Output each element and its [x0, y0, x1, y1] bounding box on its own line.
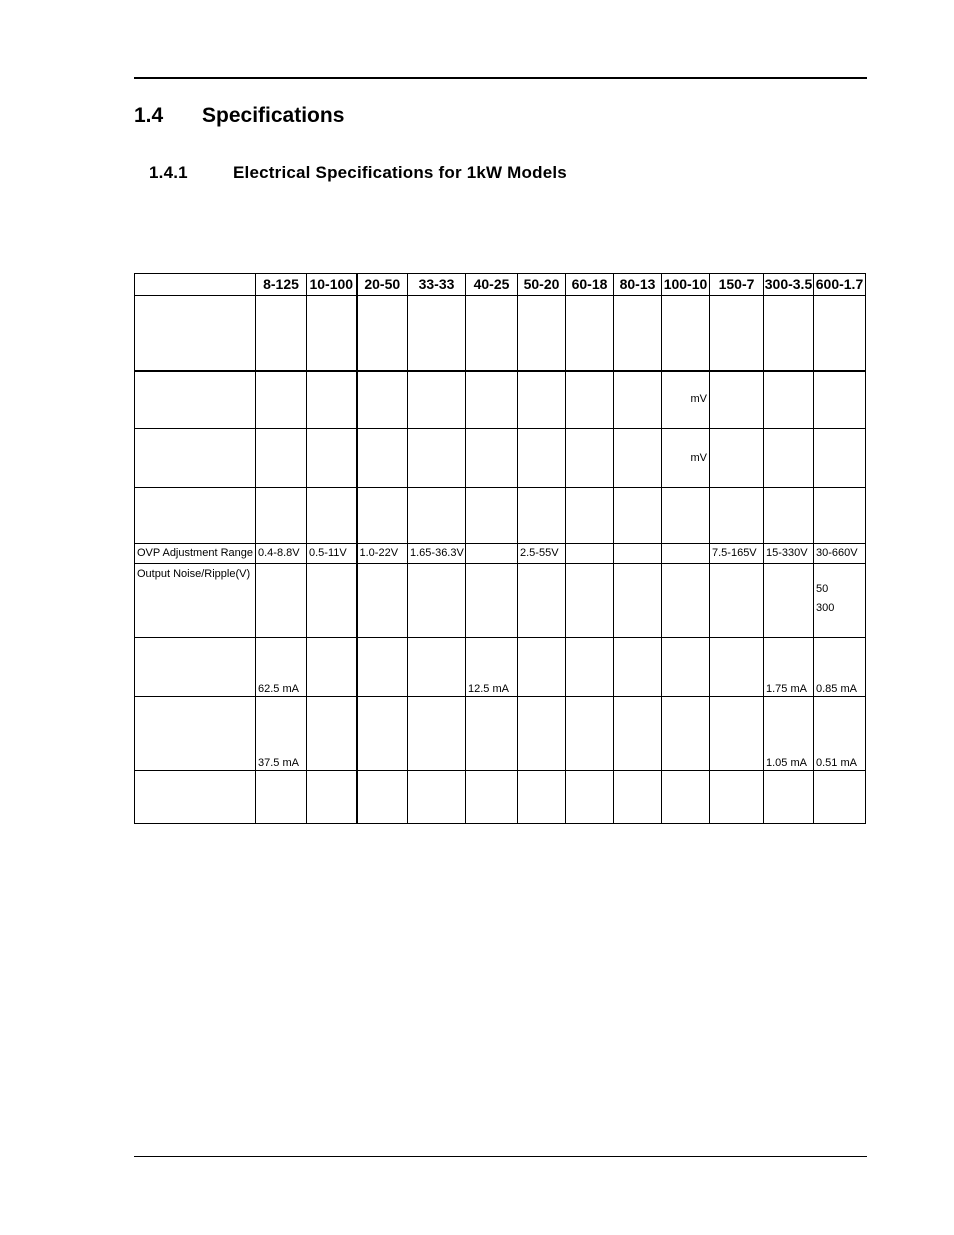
value-cell: 0.85 mA	[814, 638, 866, 697]
section-title: Specifications	[202, 104, 345, 127]
table-row-ovp	[135, 544, 866, 564]
specifications-table	[134, 273, 866, 824]
header-model-cell: 80-13	[614, 274, 662, 296]
subsection-title: Electrical Specifications for 1kW Models	[233, 163, 567, 182]
table-row	[135, 429, 866, 488]
value-cell: 1.75 mA	[764, 638, 814, 697]
value-cell: 15-330V	[764, 544, 814, 564]
header-blank-cell	[135, 274, 256, 296]
header-model-cell: 300-3.5	[764, 274, 814, 296]
section-number: 1.4	[134, 104, 164, 127]
unit-cell: mV	[662, 371, 710, 429]
section-heading	[134, 104, 344, 128]
table-row	[135, 771, 866, 824]
header-model-cell: 60-18	[566, 274, 614, 296]
value-cell: 37.5 mA	[256, 697, 307, 771]
header-model-cell: 10-100	[307, 274, 357, 296]
row-label-cell	[135, 371, 256, 429]
row-label-cell	[135, 488, 256, 544]
header-rule	[134, 77, 867, 79]
row-label-cell	[135, 429, 256, 488]
header-model-cell: 33-33	[408, 274, 466, 296]
table-row	[135, 697, 866, 771]
table-row-noise	[135, 564, 866, 638]
table-row	[135, 488, 866, 544]
header-model-cell: 50-20	[518, 274, 566, 296]
table-row	[135, 371, 866, 429]
row-label-cell	[135, 638, 256, 697]
subsection-heading	[149, 163, 567, 183]
value-cell: 2.5-55V	[518, 544, 566, 564]
table-row	[135, 296, 866, 371]
header-model-cell: 20-50	[357, 274, 408, 296]
noise-value-2: 300	[816, 602, 835, 614]
unit-cell: mV	[662, 429, 710, 488]
value-cell	[662, 544, 710, 564]
value-cell	[466, 544, 518, 564]
noise-value-1: 50	[816, 583, 829, 595]
row-label-cell	[135, 697, 256, 771]
value-cell: 0.4-8.8V	[256, 544, 307, 564]
value-cell: 0.5-11V	[307, 544, 357, 564]
subsection-number: 1.4.1	[149, 163, 188, 182]
table-header-row	[135, 274, 866, 296]
row-label-cell	[135, 296, 256, 371]
value-cell: 30-660V	[814, 544, 866, 564]
header-model-cell: 40-25	[466, 274, 518, 296]
value-cell	[566, 544, 614, 564]
value-cell: 0.51 mA	[814, 697, 866, 771]
value-cell	[814, 564, 866, 638]
row-label-cell: Output Noise/Ripple(V)	[135, 564, 256, 638]
value-cell: 1.0-22V	[357, 544, 408, 564]
row-label-cell: OVP Adjustment Range	[135, 544, 256, 564]
value-cell: 1.65-36.3V	[408, 544, 466, 564]
header-model-cell: 8-125	[256, 274, 307, 296]
value-cell: 1.05 mA	[764, 697, 814, 771]
table-row	[135, 638, 866, 697]
header-model-cell: 150-7	[710, 274, 764, 296]
value-cell: 62.5 mA	[256, 638, 307, 697]
row-label-cell	[135, 771, 256, 824]
footer-rule	[134, 1156, 867, 1157]
value-cell: 12.5 mA	[466, 638, 518, 697]
header-model-cell: 600-1.7	[814, 274, 866, 296]
value-cell: 7.5-165V	[710, 544, 764, 564]
header-model-cell: 100-10	[662, 274, 710, 296]
value-cell	[614, 544, 662, 564]
